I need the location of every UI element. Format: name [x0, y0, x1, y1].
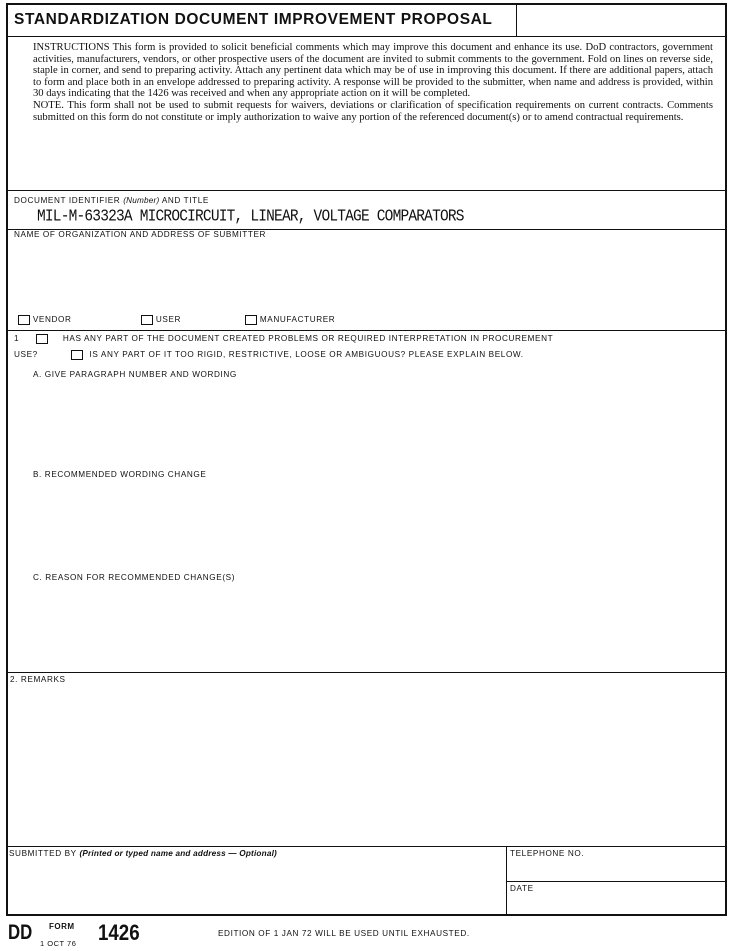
user-checkbox[interactable]	[141, 315, 153, 325]
date-label: DATE	[510, 884, 534, 893]
manufacturer-option[interactable]: MANUFACTURER	[245, 315, 335, 325]
question-1-line-1: 1 HAS ANY PART OF THE DOCUMENT CREATED PROBLEMS OR REQUIRED INTERPRETATION IN PROCUREMENT	[14, 334, 554, 344]
instructions-block	[33, 42, 713, 123]
remarks-label: 2. REMARKS	[10, 675, 66, 684]
rule-telephone	[506, 881, 727, 882]
remarks-area[interactable]	[10, 688, 720, 838]
submitted-by-label: SUBMITTED BY (Printed or typed name and address — Optional)	[9, 849, 277, 858]
edition-note: EDITION OF 1 JAN 72 WILL BE USED UNTIL EXHAUSTED.	[218, 929, 470, 938]
rule-title	[6, 36, 727, 37]
note-text: NOTE. This form shall not be used to submit requests for waivers, deviations or clarification of specification requirements on current contracts. Comments submitted on this form do not constitute or imply authorization to waive any portion of the referenced document(s) or to amend contractual requirements.	[33, 99, 713, 123]
reason-label: C. REASON FOR RECOMMENDED CHANGE(S)	[33, 573, 236, 582]
paragraph-number-label: A. GIVE PARAGRAPH NUMBER AND WORDING	[33, 370, 237, 379]
too-rigid-checkbox[interactable]	[71, 350, 83, 360]
rule-remarks	[6, 846, 727, 847]
vendor-checkbox[interactable]	[18, 315, 30, 325]
rule-question	[6, 672, 727, 673]
document-identifier-value[interactable]: MIL-M-63323A MICROCIRCUIT, LINEAR, VOLTAGE COMPARATORS	[37, 208, 464, 227]
submitted-by-area[interactable]	[9, 862, 499, 912]
paragraph-number-area[interactable]	[14, 384, 719, 464]
instructions-text: INSTRUCTIONS This form is provided to solicit beneficial comments which may improve this document and enhance its use. DoD contractors, government activities, manufacturers, vendors, or other prospective users of the document are invited to submit comments to the government. Fold on lines on reverse side, staple in corner, and send to preparing activity. Attach any pertinent data which may be of use in improving this document. If there are additional papers, attach to form and place both in an envelope addressed to preparing activity. A response will be provided to the submitter, when name and address is provided, within 30 days indicating that the 1426 was received and when any appropriate action on it will be completed.	[33, 42, 713, 100]
problems-checkbox[interactable]	[36, 334, 48, 344]
rule-submitter	[6, 330, 727, 331]
user-option[interactable]: USER	[141, 315, 181, 325]
manufacturer-checkbox[interactable]	[245, 315, 257, 325]
telephone-label: TELEPHONE NO.	[510, 849, 585, 858]
form-number: 1426	[98, 920, 140, 945]
date-field[interactable]	[510, 895, 722, 913]
submitter-label: NAME OF ORGANIZATION AND ADDRESS OF SUBMITTER	[14, 230, 267, 239]
title-divider	[516, 3, 517, 37]
rule-instructions	[6, 190, 727, 191]
recommended-wording-area[interactable]	[14, 484, 719, 569]
form-title: STANDARDIZATION DOCUMENT IMPROVEMENT PROPOSAL	[14, 11, 493, 28]
title-blank-box[interactable]	[519, 6, 724, 34]
question-1-line-2: USE? IS ANY PART OF IT TOO RIGID, RESTRICTIVE, LOOSE OR AMBIGUOUS? PLEASE EXPLAIN BELOW.	[14, 350, 524, 360]
document-identifier-label: DOCUMENT IDENTIFIER (Number) AND TITLE	[14, 196, 209, 205]
telephone-field[interactable]	[510, 860, 722, 879]
form-word: FORM	[49, 922, 75, 931]
vendor-option[interactable]: VENDOR	[18, 315, 72, 325]
form-date: 1 OCT 76	[40, 939, 77, 948]
dd-mark: DD	[8, 921, 33, 944]
reason-area[interactable]	[14, 587, 719, 667]
recommended-wording-label: B. RECOMMENDED WORDING CHANGE	[33, 470, 207, 479]
